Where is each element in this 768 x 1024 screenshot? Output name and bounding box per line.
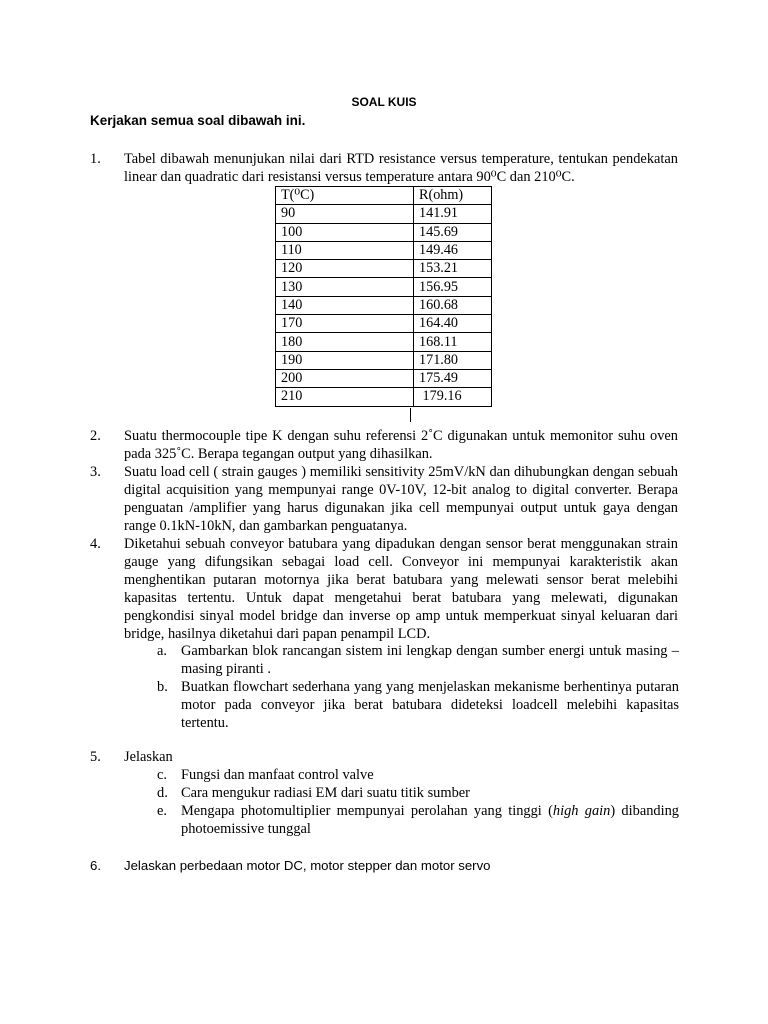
sub-question-text: Gambarkan blok rancangan sistem ini lengkap dengan sumber energi untuk masing – masing piranti . — [181, 643, 679, 677]
table-row — [276, 223, 492, 241]
question-text: Suatu load cell ( strain gauges ) memiliki sensitivity 25mV/kN dan dihubungkan dengan sebuah digital acquisition yang mempunyai range 0V-10V, 12-bit analog to digital converter. Berapa penguatan /amplifier yang harus digunakan jika cell mempunyai output untuk gaya dengan range 0.1kN-10kN, dan gambarkan penguatanya. — [124, 464, 678, 534]
question-text: Tabel dibawah menunjukan nilai dari RTD resistance versus temperature, tentukan pendekatan linear dan quadratic dari resistansi versus temperature antara 90⁰C dan 210⁰C. — [124, 151, 678, 185]
table-row — [276, 369, 492, 387]
sub-question-text: Cara mengukur radiasi EM dari suatu titik sumber — [181, 785, 470, 801]
temperature-cell: 200 — [276, 369, 414, 387]
table-row — [276, 296, 492, 314]
resistance-cell: 141.91 — [414, 205, 492, 223]
temperature-cell: 120 — [276, 260, 414, 278]
temperature-cell: 110 — [276, 241, 414, 259]
temperature-cell: 170 — [276, 315, 414, 333]
question-number: 1. — [90, 151, 101, 167]
resistance-cell: 160.68 — [414, 296, 492, 314]
question-number: 6. — [90, 858, 101, 873]
table-row — [276, 205, 492, 223]
column-header-temperature: T(⁰C) — [276, 187, 414, 205]
sub-question-text: Buatkan flowchart sederhana yang yang menjelaskan mekanisme berhentinya putaran motor pada conveyor jika berat batubara dideteksi loadcell melebihi kapasitas tertentu. — [181, 679, 679, 731]
resistance-cell: 175.49 — [414, 369, 492, 387]
sub-question-text-part: Mengapa photomultiplier mempunyai perolahan yang tinggi ( — [181, 803, 553, 819]
sub-question-text — [181, 802, 679, 838]
table-row — [276, 333, 492, 351]
resistance-cell: 153.21 — [414, 260, 492, 278]
temperature-cell: 210 — [276, 388, 414, 406]
page-title: SOAL KUIS — [351, 95, 417, 109]
resistance-cell: 168.11 — [414, 333, 492, 351]
table-header-row — [276, 187, 492, 205]
sub-question-letter: e. — [157, 803, 167, 819]
sub-question-letter: a. — [157, 643, 167, 659]
sub-question-letter: c. — [157, 767, 167, 783]
temperature-cell: 190 — [276, 351, 414, 369]
resistance-cell: 156.95 — [414, 278, 492, 296]
table-row — [276, 388, 492, 406]
resistance-cell: 149.46 — [414, 241, 492, 259]
temperature-cell: 180 — [276, 333, 414, 351]
sub-question-letter: d. — [157, 785, 168, 801]
table-row — [276, 278, 492, 296]
sub-question-text: Fungsi dan manfaat control valve — [181, 767, 374, 783]
resistance-cell: 164.40 — [414, 315, 492, 333]
question-number: 2. — [90, 428, 101, 444]
temperature-cell: 140 — [276, 296, 414, 314]
question-text: Suatu thermocouple tipe K dengan suhu referensi 2˚C digunakan untuk memonitor suhu oven pada 325˚C. Berapa tegangan output yang dihasilkan. — [124, 428, 678, 462]
question-number: 4. — [90, 536, 101, 552]
instruction-text: Kerjakan semua soal dibawah ini. — [90, 113, 306, 128]
table-divider-tick — [410, 408, 411, 422]
resistance-cell: 179.16 — [414, 388, 492, 406]
temperature-cell: 100 — [276, 223, 414, 241]
table-row — [276, 315, 492, 333]
question-text: Diketahui sebuah conveyor batubara yang dipadukan dengan sensor berat menggunakan strain gauge yang difungsikan sebagai load cell. Conveyor ini mempunyai karakteristik akan menghentikan putaran motornya jika berat batubara yang melewati sensor berat melebihi kapasitas tertentu. Untuk dapat mengetahui berat batubara yang melewati, digunakan pengkondisi sinyal model bridge dan inverse op amp untuk memperkuat sinyal keluaran dari bridge, hasilnya diketahui dari papan penampil LCD. — [124, 536, 678, 642]
question-text: Jelaskan perbedaan motor DC, motor stepper dan motor servo — [124, 858, 491, 873]
table-row — [276, 241, 492, 259]
temperature-cell: 130 — [276, 278, 414, 296]
resistance-cell: 171.80 — [414, 351, 492, 369]
column-header-resistance: R(ohm) — [414, 187, 492, 205]
question-number: 3. — [90, 464, 101, 480]
sub-question-text-part: ) dibanding photoemissive tunggal — [181, 803, 679, 837]
sub-question-letter: b. — [157, 679, 168, 695]
resistance-cell: 145.69 — [414, 223, 492, 241]
italic-term: high gain — [552, 803, 611, 819]
table-row — [276, 260, 492, 278]
rtd-table — [275, 186, 492, 407]
question-number: 5. — [90, 749, 101, 765]
temperature-cell: 90 — [276, 205, 414, 223]
question-text: Jelaskan — [124, 749, 173, 765]
table-row — [276, 351, 492, 369]
